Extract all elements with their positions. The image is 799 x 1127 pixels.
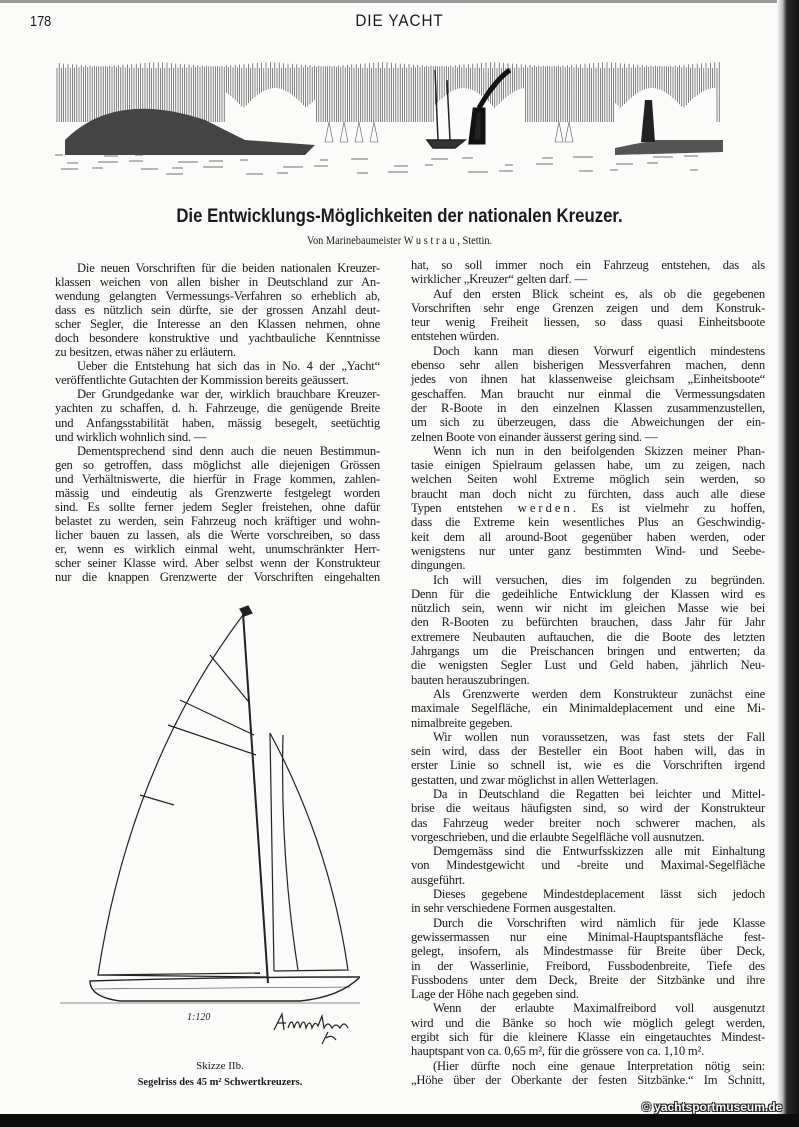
distant-sail: [355, 122, 363, 142]
text-line: brise die weitaus häufigsten sind, so wird der Konstrukteur: [411, 801, 765, 816]
text-line: Dieses gegebene Mindestdeplacement lässt sich jedoch: [433, 887, 765, 902]
text-line: klassen weichen von allen bisher in Deutschland zur An-: [55, 275, 380, 290]
lighthouse: [641, 100, 655, 142]
paragraph: [411, 344, 765, 444]
shore-trees: [65, 109, 315, 155]
text-line: „Höhe über der Oberkante der festen Sitzbänke.“ Im Schnitt,: [411, 1072, 765, 1087]
text-line: und Verhältniswerte, die hierfür in Frage kommen, zahlen-: [55, 471, 380, 486]
text-line: Vorschriften sehr enge Grenzen zeigen und dem Konstruk-: [411, 300, 765, 315]
paragraph: [411, 887, 765, 916]
text-line: den R-Booten zu befürchten brauchen, dass Jahr für Jahr: [411, 615, 765, 630]
text-column-right: [411, 258, 765, 1087]
byline-author: Wustrau: [403, 235, 458, 247]
text-line: Auf den ersten Blick scheint es, als ob die gegebenen: [433, 286, 765, 301]
text-line: Als Grenzwerte werden dem Konstrukteur zunächst eine: [433, 686, 765, 701]
distant-sail: [565, 122, 573, 142]
text-line: Da in Deutschland die Regatten bei leichter und Mittel-: [433, 786, 765, 801]
drawing-scale: 1:120: [187, 1012, 211, 1023]
scan-bottom-edge: [0, 1114, 799, 1127]
text-line: die wenigsten Segler Lust und Geld haben, jährlich Neu-: [411, 658, 765, 673]
distant-sail: [370, 122, 378, 142]
text-line: teur wenig Freiheit liessen, so dass quasi Einheitsboote: [411, 315, 765, 330]
text-line: zu besitzen, etwas näher zu erläutern.: [55, 345, 236, 360]
figure-caption-label: Skizze IIb.: [196, 1060, 244, 1072]
text-line: sind. Es sollte ferner jedem Segler freistehen, ohne dafür: [55, 499, 380, 514]
paragraph: [411, 1059, 765, 1088]
text-line: und Anfangsstabilität haben, mässig besegelt, seetüchtig: [55, 415, 380, 430]
harbor-illustration: [55, 60, 723, 178]
sail-plan-drawing: [60, 605, 360, 1045]
text-line: nimalbreite gegeben.: [411, 715, 513, 730]
text-line: veröffentlichte Gutachten der Kommission bereits geäussert.: [55, 373, 349, 388]
text-line: und wirklich wohnlich sind. —: [55, 429, 207, 444]
watermark: © yachtsportmuseum.de: [642, 1100, 783, 1114]
page-number: 178: [30, 13, 52, 30]
scan-top-edge: [0, 0, 780, 3]
text-line: ergibt sich für die kleinere Klasse ein eingetauchtes Mindest-: [411, 1030, 765, 1045]
text-line: braucht man doch nicht zu fürchten, dass auch alle diese: [411, 486, 765, 501]
text-line: Wenn ich nun in den beifolgenden Skizzen meiner Phan-: [433, 443, 765, 458]
paragraph: [411, 730, 765, 787]
text-line: Typen entstehen werden. Es ist vielmehr zu hoffen,: [411, 501, 765, 516]
text-line: Wenn der erlaubte Maximalfreibord voll ausgenutzt: [433, 1001, 765, 1016]
article-title: Die Entwicklungs-Möglichkeiten der nationalen Kreuzer.: [176, 205, 623, 227]
text-line: in sehr verschiedene Formen ausgestalten.: [411, 901, 616, 916]
text-line: (Hier dürfte noch eine genaue Interpretation nötig sein:: [433, 1058, 765, 1073]
text-line: tasie einigen Spielraum gelassen habe, um zu zeigen, nach: [411, 458, 765, 473]
text-line: wenigstens nur unter ganz bestimmten Wind- und Seebe-: [411, 543, 765, 558]
text-line: entstehen würden.: [411, 329, 500, 344]
distant-sail: [555, 122, 563, 142]
text-line: doch besondere konstruktive und yachtbauliche Kenntnisse: [55, 331, 380, 346]
text-line: Jahrgangs um die Preischancen bringen und entwerten; da: [411, 644, 765, 659]
text-line: er, wenn es wirklich einmal weht, unumschränkter Herr-: [55, 541, 380, 556]
designer-signature: [270, 1008, 365, 1048]
text-line: Die neuen Vorschriften für die beiden nationalen Kreuzer-: [77, 261, 380, 275]
paragraph: [411, 287, 765, 344]
text-line: bauten herauszubringen.: [411, 672, 530, 687]
sailing-ship: [427, 70, 465, 148]
pier: [615, 140, 723, 155]
text-line: hat, so soll immer noch ein Fahrzeug entstehen, das als: [411, 258, 765, 272]
journal-title: DIE YACHT: [355, 11, 444, 30]
text-line: jedes von ihnen hat klassenweise gleichsam „Einheitsboote“: [411, 372, 765, 387]
text-line: keit dem all around-Boot gegenüber haben werden, oder: [411, 529, 765, 544]
text-line: Durch die Vorschriften wird nämlich für jede Klasse: [433, 915, 765, 930]
byline-prefix: Von Marinebaumeister: [306, 235, 402, 247]
text-line: Fussbodens unter dem Deck, Breite der Sitzbänke und ihre: [411, 972, 765, 987]
text-line: dass die Extreme kein wesentliches Plus an Geschwindig-: [411, 515, 765, 530]
paragraph: [411, 573, 765, 687]
text-line: nützlich sein, wenn wir nicht im gleichen Masse wie bei: [411, 601, 765, 616]
text-line: scher Segler, die Interesse an den Klassen nehmen, ohne: [55, 317, 380, 332]
paragraph: [55, 444, 380, 584]
text-line: yachten zu schaffen, d. h. Fahrzeuge, die genügende Breite: [55, 401, 380, 416]
paragraph: [411, 258, 765, 287]
text-line: Ich will versuchen, dies im folgenden zu begründen.: [433, 572, 765, 587]
text-line: Doch kann man diesen Vorwurf eigentlich mindestens: [433, 343, 765, 358]
text-line: erster Linie so schnell ist, wie es die Vorschriften irgend: [411, 758, 765, 773]
text-line: das Fahrzeug weder breiter noch schwerer machen, als: [411, 815, 765, 830]
text-line: sein wird, dass der Besteller ein Boot haben will, das in: [411, 744, 765, 759]
text-line: ebenso sehr allen bisherigen Messverfahren machen, denn: [411, 358, 765, 373]
text-line: mässig und eindeutig als Grenzwerte festgelegt worden: [55, 485, 380, 500]
text-line: gewissermassen nur eine Minimal-Hauptspantsfläche fest-: [411, 929, 765, 944]
text-line: belastet zu werden, sein Fahrzeug noch kräftiger und wohn-: [55, 513, 380, 528]
paragraph: [411, 844, 765, 887]
text-line: wendung gelangten Vermessungs-Verfahren so erheblich ab,: [55, 289, 380, 304]
text-line: dingungen.: [411, 558, 466, 573]
text-line: zelnen Boote von einander äusserst gering sind. —: [411, 429, 658, 444]
paragraph: [411, 1001, 765, 1058]
text-line: wird und die Bänke so hoch wie möglich gelegt werden,: [411, 1015, 765, 1030]
text-line: Der Grundgedanke war der, wirklich brauchbare Kreuzer-: [77, 387, 380, 402]
paragraph: [411, 916, 765, 1002]
article-byline: [40, 234, 759, 248]
text-line: wirklicher „Kreuzer“ gelten darf. —: [411, 272, 587, 287]
distant-sail: [340, 122, 348, 142]
text-line: Demgemäss sind die Entwurfsskizzen alle mit Einhaltung: [433, 844, 765, 859]
text-line: Wir wollen nun voraussetzen, was fast stets der Fall: [433, 729, 765, 744]
text-line: nur die knappen Grenzwerte der Vorschriften eingehalten: [55, 570, 380, 585]
distant-sail: [325, 122, 333, 142]
paragraph: [55, 387, 380, 443]
text-line: scher seiner Klasse wird. Aber selbst wenn der Konstrukteur: [55, 555, 380, 570]
text-line: gestatten, und zwar möglichst in allen Wetterlagen.: [411, 772, 659, 787]
text-line: extremere Neubauten auftauchen, die die Boote des letzten: [411, 629, 765, 644]
paragraph: [55, 359, 380, 387]
paragraph: [411, 444, 765, 573]
text-line: ausgeführt.: [411, 872, 466, 887]
text-line: gelegt, insofern, als Mindestmasse für Breite über Deck,: [411, 944, 765, 959]
text-line: licher bauen zu lassen, als die Werte vorschreiben, so dass: [55, 527, 380, 542]
byline-suffix: , Stettin.: [457, 235, 493, 247]
text-line: in der Wasserlinie, Freibord, Fussbodenbreite, Tiefe des: [411, 958, 765, 973]
text-line: der R-Boote in den einzelnen Klassen zusammenzustellen,: [411, 400, 765, 415]
figure-caption-text: Segelriss des 45 m² Schwertkreuzers.: [137, 1077, 303, 1088]
text-line: Dementsprechend sind denn auch die neuen Bestimmun-: [77, 443, 380, 458]
paragraph: [411, 787, 765, 844]
text-line: Ueber die Entstehung hat sich das in No. 4 der „Yacht“: [77, 359, 380, 374]
text-line: dass es nützlich sein dürfte, sie der grossen Anzahl deut-: [55, 303, 380, 318]
text-line: Lage der Höhe nach gegeben sind.: [411, 987, 579, 1002]
scan-binding-edge: [777, 0, 799, 1115]
text-line: hauptspant von ca. 0,65 m², für die grössere von ca. 1,10 m².: [411, 1044, 704, 1059]
paragraph: [55, 261, 380, 359]
text-line: maximale Segelfläche, ein Minimaldeplacement und eine Mi-: [411, 701, 765, 716]
water-strokes: [55, 155, 698, 174]
text-column-left: [55, 261, 380, 584]
text-line: geschaffen. Man braucht nur einmal die Vermessungsdaten: [411, 386, 765, 401]
text-line: Denn für die gedeihliche Entwicklung der Klassen wird es: [411, 586, 765, 601]
text-line: gen so getroffen, dass möglichst alle diejenigen Grössen: [55, 457, 380, 472]
text-line: welchen Seiten wohl Extreme möglich sein werden, so: [411, 472, 765, 487]
text-line: um sich zu überzeugen, dass die Abweichungen der ein-: [411, 415, 765, 430]
text-line: von Mindestgewicht und -breite und Maximal-Segelfläche: [411, 858, 765, 873]
text-line: vorgeschrieben, und die erlaubte Segelfläche voll ausnutzen.: [411, 829, 705, 844]
paragraph: [411, 687, 765, 730]
